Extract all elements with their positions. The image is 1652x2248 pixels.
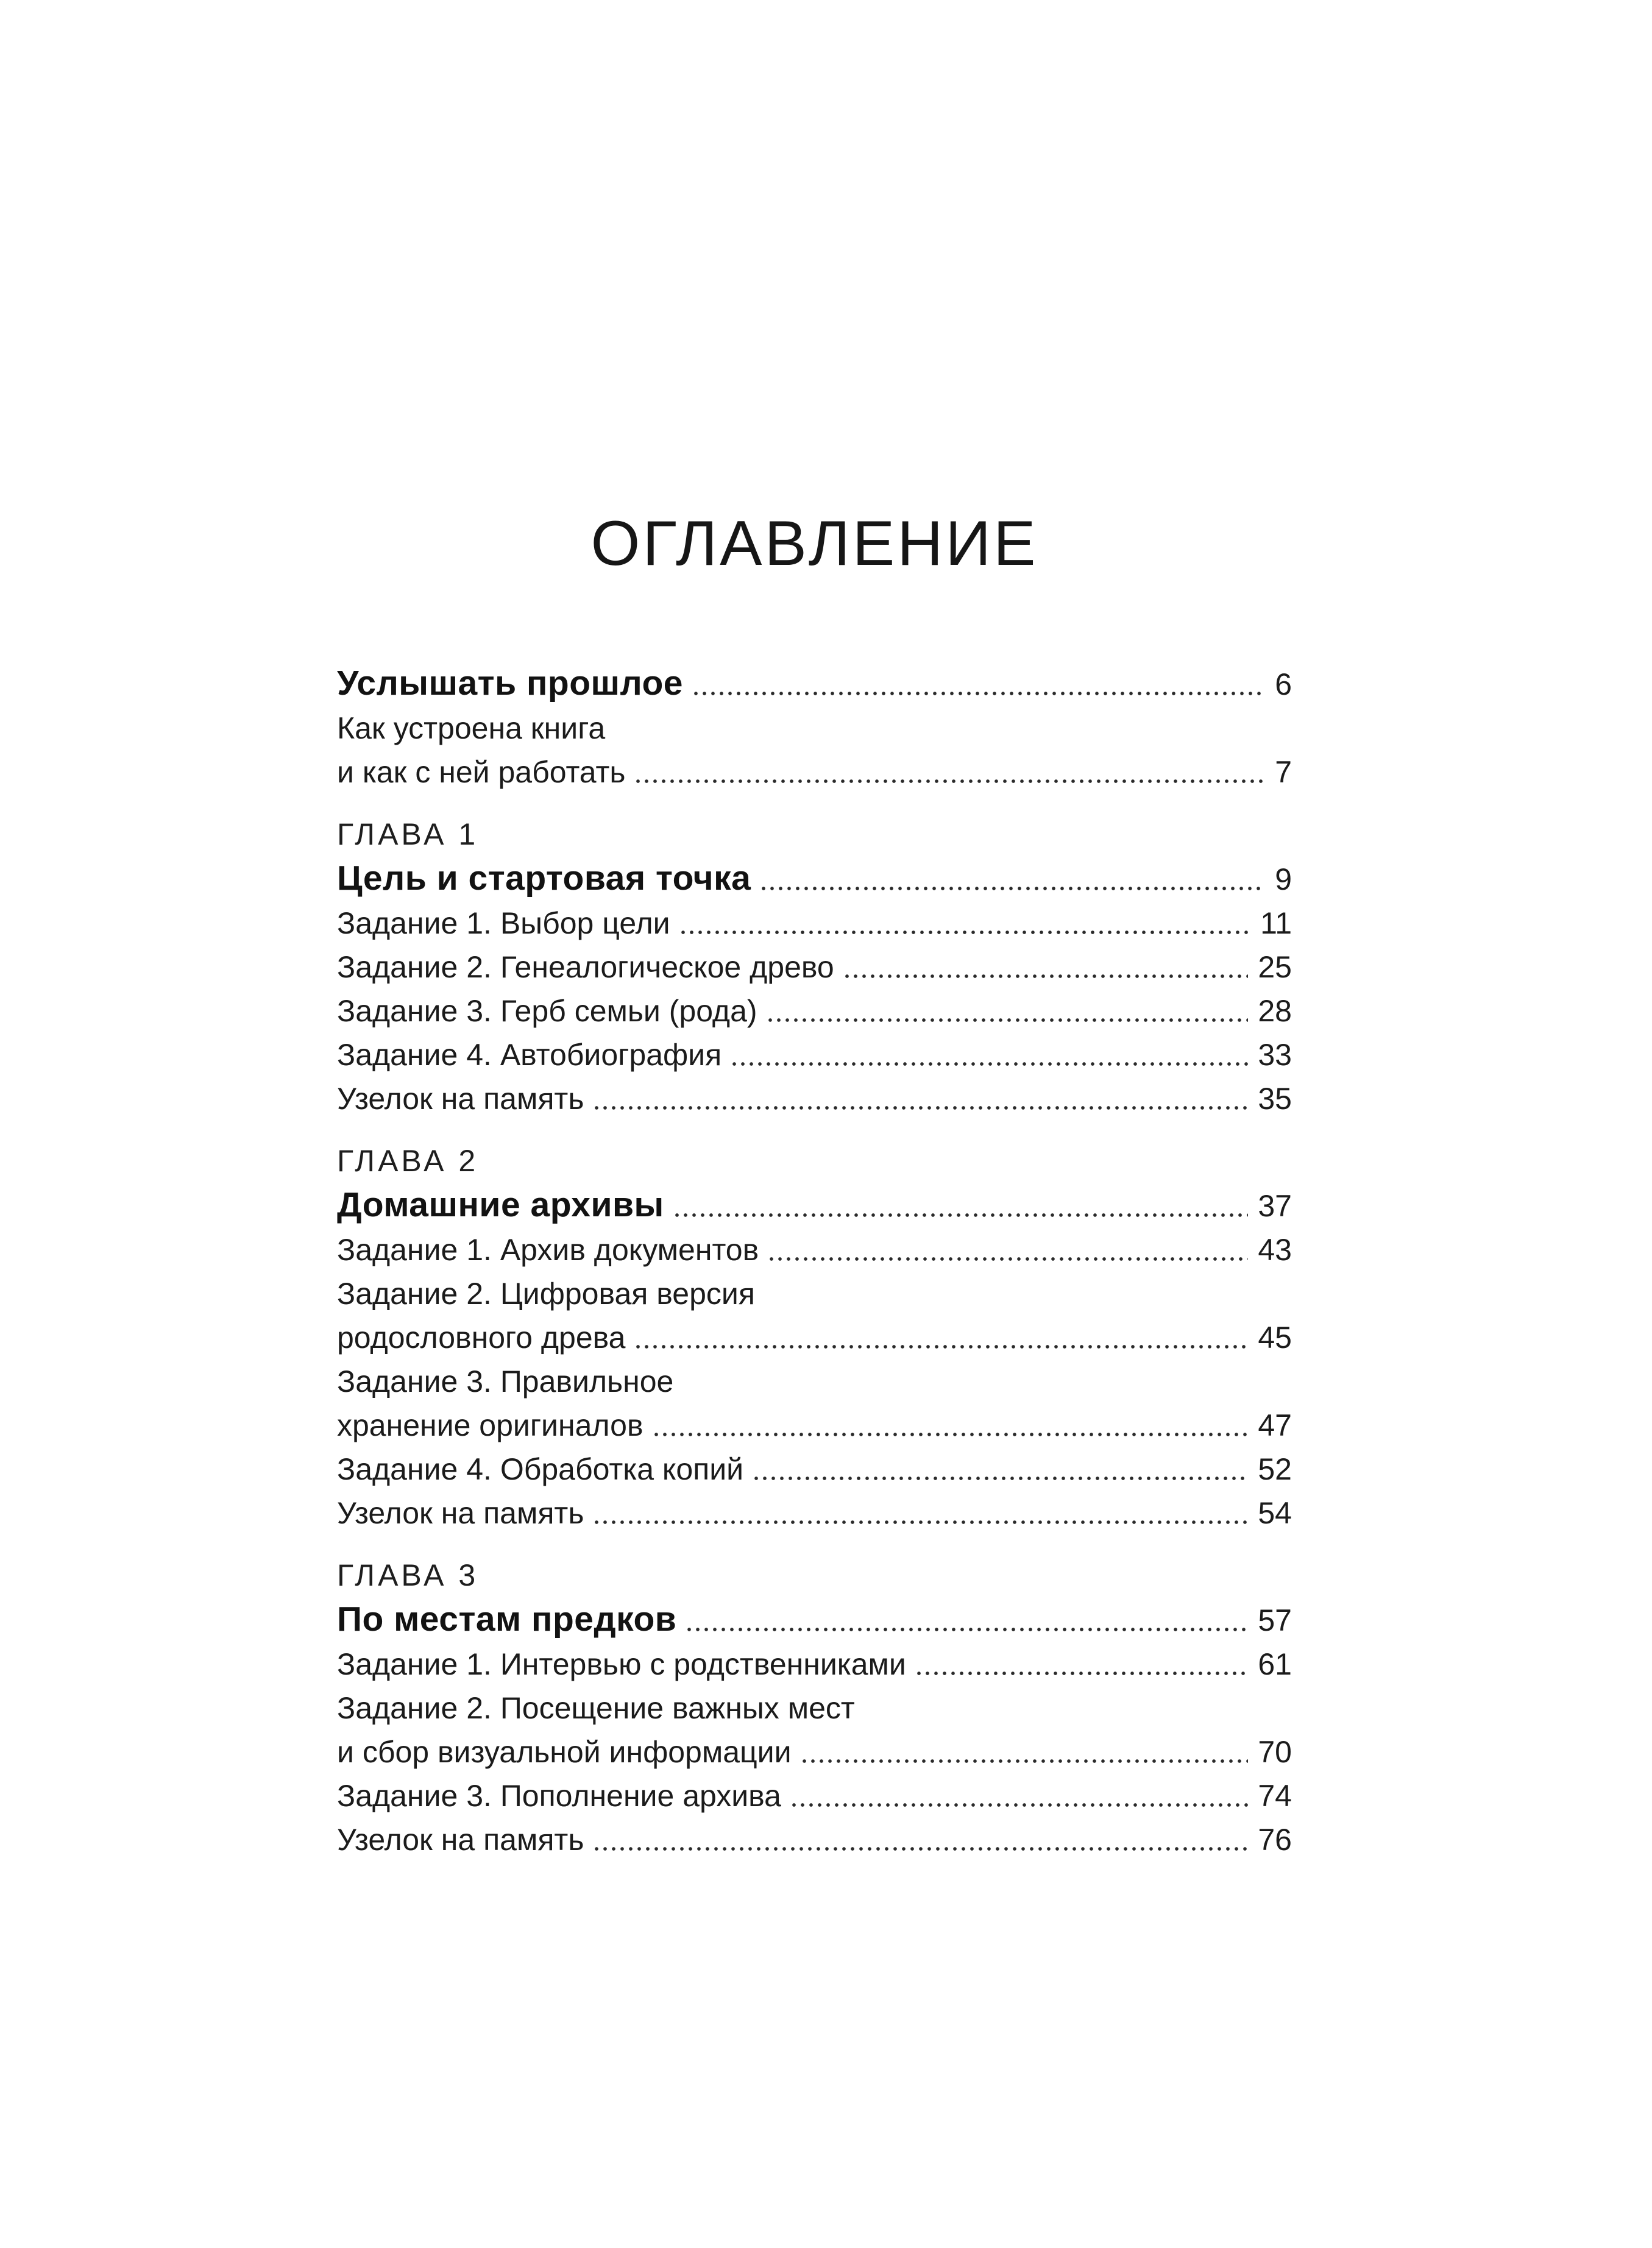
toc-entry-row [337, 661, 1292, 706]
toc-entry-label: Задание 1. Интервью с родственниками [337, 1647, 906, 1682]
chapter-label: ГЛАВА 3 [337, 1558, 479, 1593]
toc-entry-label: По местам предков [337, 1600, 677, 1639]
dotted-leader [687, 1627, 1248, 1632]
toc-entry-row [337, 750, 1292, 794]
toc-entry-label: родословного древа [337, 1321, 626, 1355]
toc-entry-page: 33 [1258, 1038, 1292, 1073]
dotted-leader [768, 1018, 1249, 1023]
toc-entry-label: Узелок на память [337, 1823, 584, 1857]
toc-entry-row [337, 1597, 1292, 1642]
toc-entry-label: Узелок на память [337, 1082, 584, 1116]
toc-entry-label: Услышать прошлое [337, 664, 684, 703]
toc-entry-page: 11 [1260, 906, 1292, 941]
dotted-leader [845, 974, 1249, 979]
toc-entry-label: хранение оригиналов [337, 1408, 643, 1443]
toc-entry-row [337, 901, 1292, 945]
dotted-leader [770, 1257, 1248, 1261]
toc-entry-label: Домашние архивы [337, 1185, 664, 1225]
toc-entry-row [337, 1077, 1292, 1121]
toc-entry-row [337, 1642, 1292, 1686]
toc-entry-label: Задание 3. Герб семьи (рода) [337, 994, 757, 1029]
toc-entry-row [337, 1403, 1292, 1447]
toc-entry-page: 9 [1275, 862, 1292, 897]
toc-entry-label: и как с ней работать [337, 755, 626, 790]
toc-entry-label: Задание 2. Генеалогическое древо [337, 950, 834, 985]
toc-entry-label: Задание 4. Обработка копий [337, 1452, 744, 1487]
toc-entry-page: 43 [1258, 1233, 1292, 1268]
toc-section [337, 1139, 1292, 1535]
dotted-leader [732, 1062, 1248, 1066]
toc-entry-page: 74 [1258, 1779, 1292, 1814]
dotted-leader [595, 1846, 1248, 1851]
toc-entry-page: 52 [1258, 1452, 1292, 1487]
toc-entry-row [337, 1228, 1292, 1272]
toc-entry-page: 7 [1275, 755, 1292, 790]
toc-entry-page: 35 [1258, 1082, 1292, 1116]
toc-entry-page: 61 [1258, 1647, 1292, 1682]
dotted-leader [595, 1105, 1248, 1110]
toc-entry-row [337, 1818, 1292, 1862]
toc-entry-row [337, 1491, 1292, 1535]
toc-entry-row [337, 706, 1292, 750]
toc-entry-page: 57 [1258, 1603, 1292, 1638]
toc-entry-row [337, 1183, 1292, 1228]
toc-entry-label: Задание 1. Архив документов [337, 1233, 759, 1268]
toc-entry-page: 47 [1258, 1408, 1292, 1443]
dotted-leader [694, 691, 1265, 696]
chapter-label: ГЛАВА 1 [337, 817, 479, 852]
chapter-label: ГЛАВА 2 [337, 1144, 479, 1179]
dotted-leader [675, 1213, 1249, 1218]
toc-section [337, 661, 1292, 794]
toc-entry-label: Цель и стартовая точка [337, 859, 751, 898]
dotted-leader [595, 1520, 1248, 1525]
toc-entry-page: 45 [1258, 1321, 1292, 1355]
toc-entry-row [337, 1272, 1292, 1316]
toc-entry-row [337, 1033, 1292, 1077]
dotted-leader [792, 1803, 1248, 1807]
toc-list [337, 661, 1292, 1862]
toc-entry-label: Как устроена книга [337, 711, 606, 746]
toc-entry-label: Задание 2. Посещение важных мест [337, 1691, 855, 1726]
toc-entry-label: Задание 2. Цифровая версия [337, 1277, 755, 1311]
toc-entry-label: Задание 3. Пополнение архива [337, 1779, 781, 1814]
toc-entry-page: 70 [1258, 1735, 1292, 1770]
toc-entry-row [337, 1360, 1292, 1403]
chapter-row [337, 812, 1292, 856]
page-title: ОГЛАВЛЕНИЕ [590, 508, 1038, 579]
dotted-leader [636, 1344, 1248, 1349]
toc-entry-label: Задание 1. Выбор цели [337, 906, 670, 941]
toc-section [337, 1553, 1292, 1862]
toc-entry-page: 25 [1258, 950, 1292, 985]
toc-entry-page: 28 [1258, 994, 1292, 1029]
toc-entry-label: и сбор визуальной информации [337, 1735, 792, 1770]
toc-entry-page: 76 [1258, 1823, 1292, 1857]
toc-entry-row [337, 945, 1292, 989]
dotted-leader [762, 886, 1265, 891]
toc-entry-row [337, 1316, 1292, 1360]
toc-entry-row [337, 1774, 1292, 1818]
dotted-leader [654, 1432, 1249, 1437]
toc-entry-label: Узелок на память [337, 1496, 584, 1531]
toc-entry-page: 6 [1275, 667, 1292, 702]
toc-entry-row [337, 1686, 1292, 1730]
chapter-row [337, 1139, 1292, 1183]
toc-entry-page: 37 [1258, 1189, 1292, 1224]
toc-entry-row [337, 989, 1292, 1033]
toc-entry-row [337, 1730, 1292, 1774]
dotted-leader [917, 1671, 1249, 1676]
dotted-leader [636, 779, 1265, 784]
dotted-leader [681, 930, 1251, 935]
dotted-leader [754, 1476, 1248, 1481]
toc-entry-page: 54 [1258, 1496, 1292, 1531]
toc-section [337, 812, 1292, 1121]
chapter-row [337, 1553, 1292, 1597]
toc-entry-row [337, 1447, 1292, 1491]
toc-entry-row [337, 856, 1292, 901]
dotted-leader [803, 1759, 1249, 1764]
toc-entry-label: Задание 3. Правильное [337, 1364, 674, 1399]
toc-entry-label: Задание 4. Автобиография [337, 1038, 722, 1073]
